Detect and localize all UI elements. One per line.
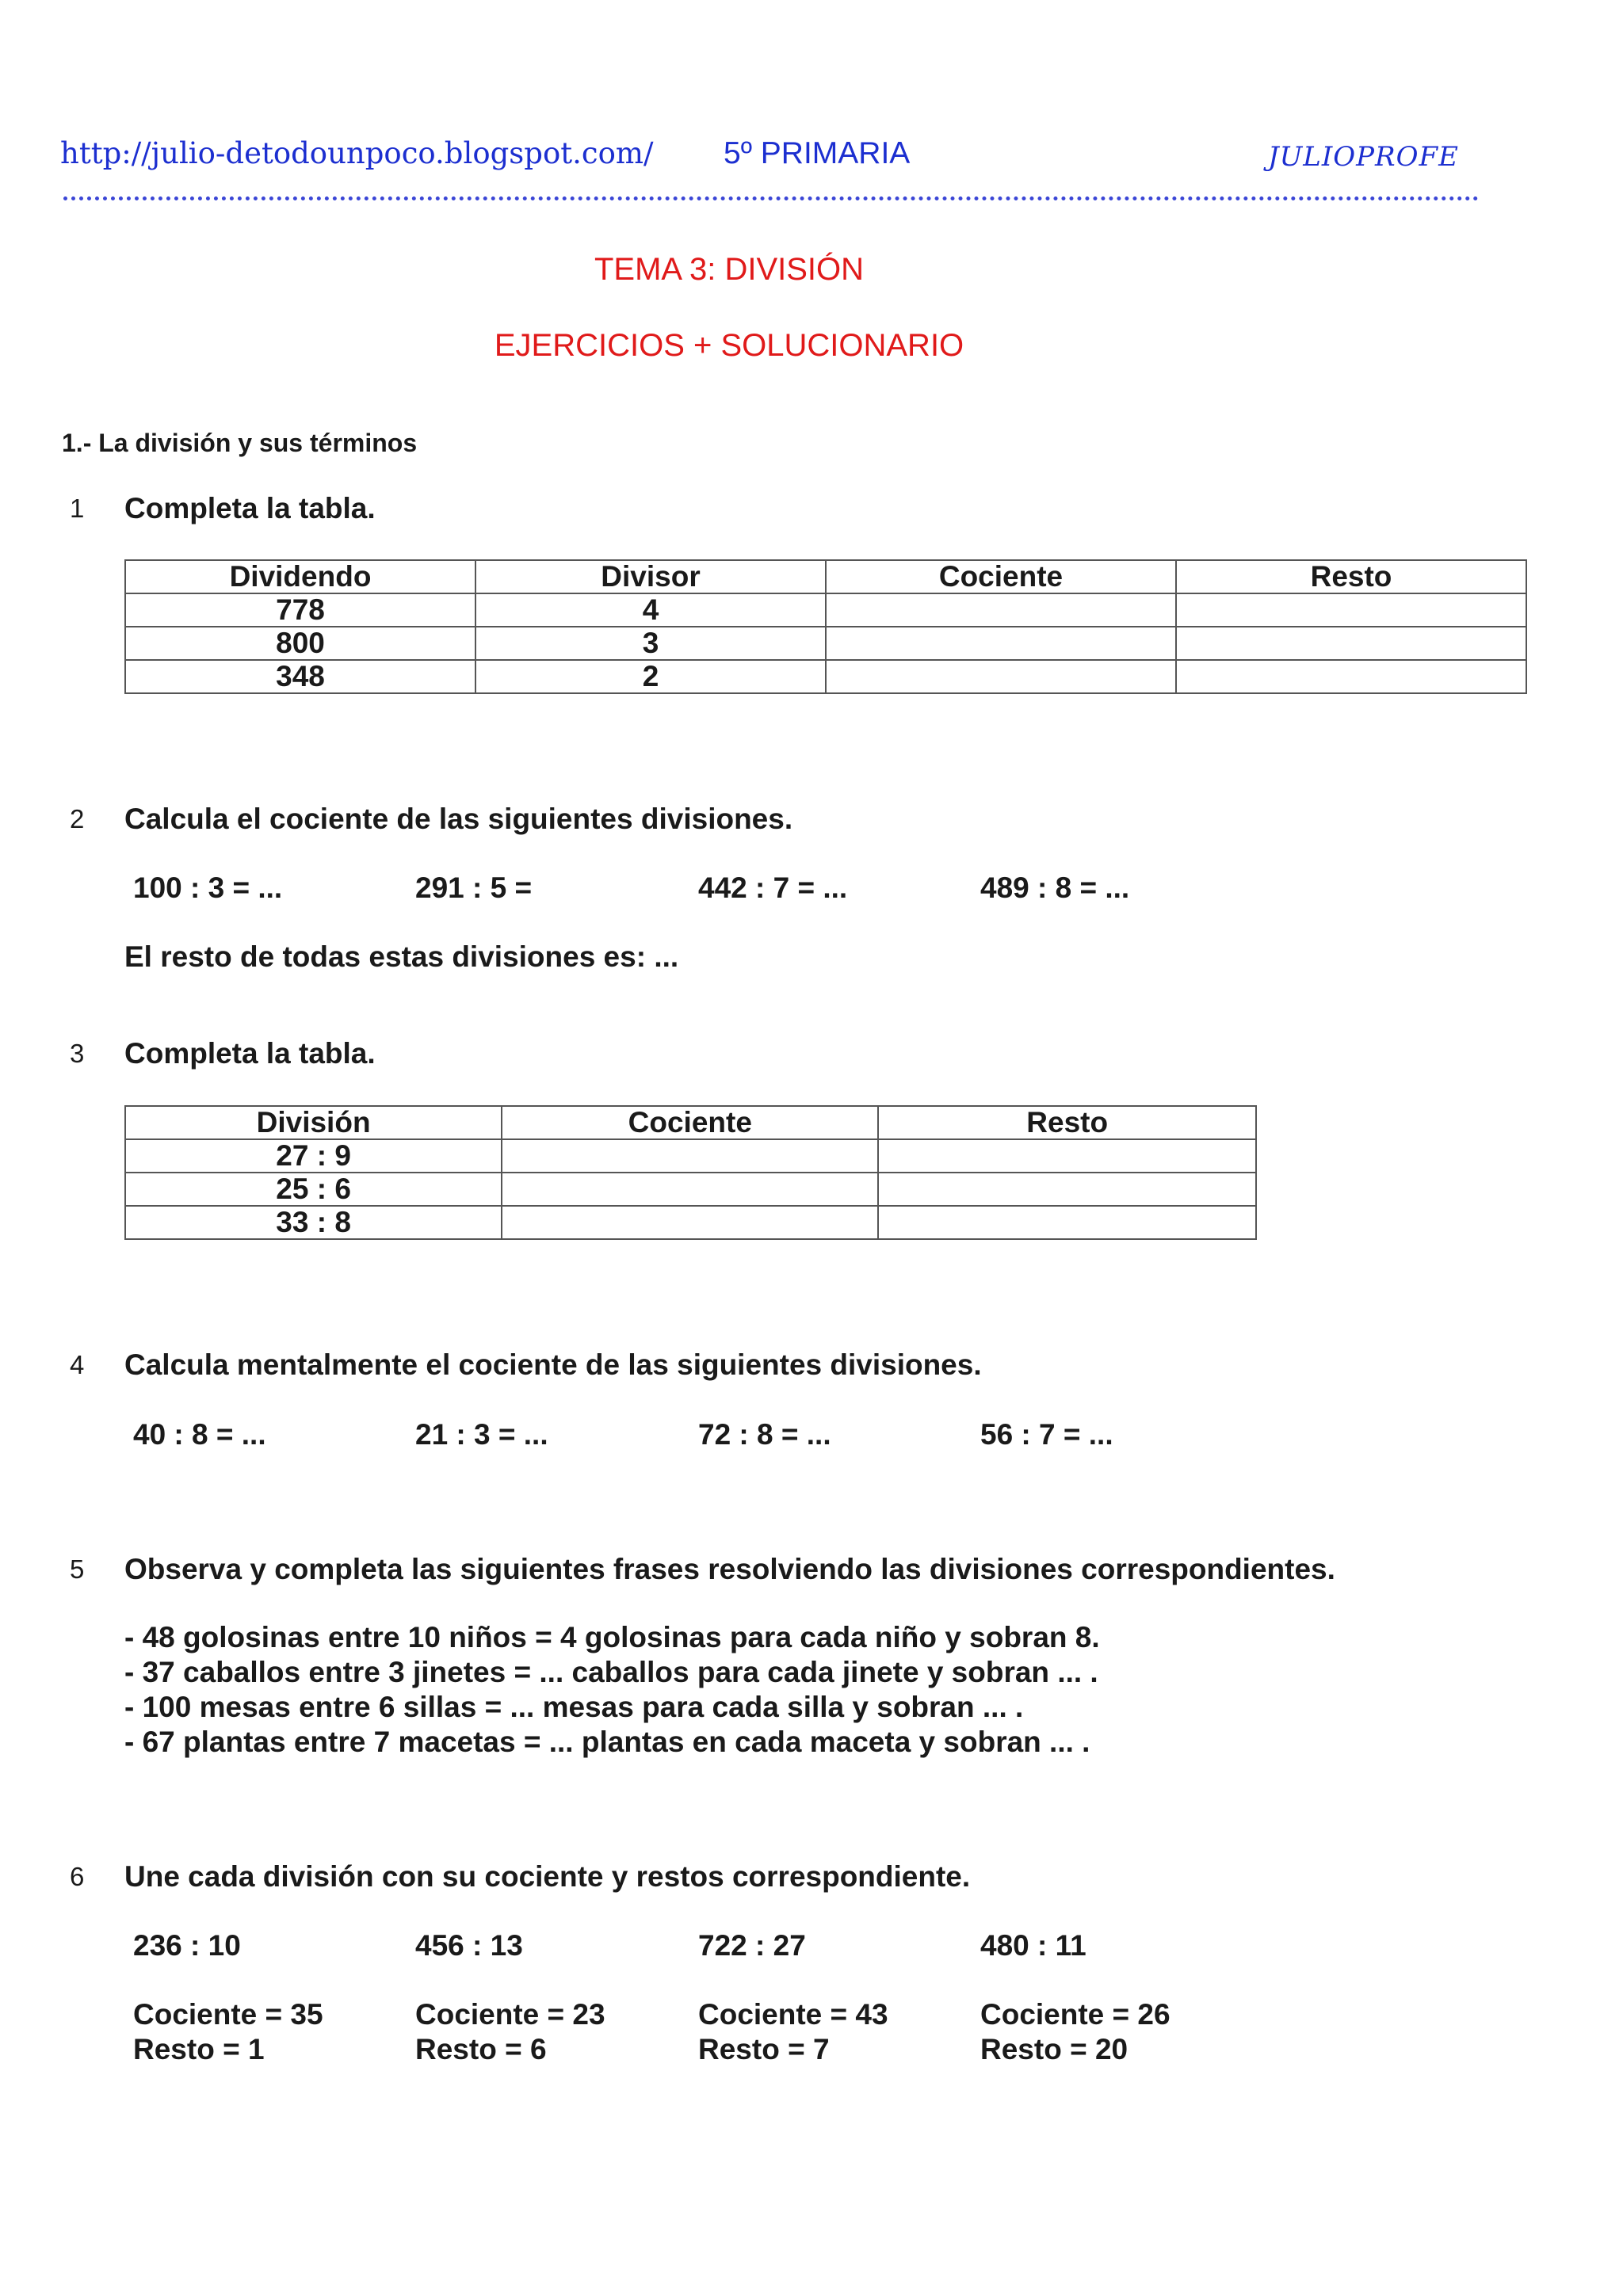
- answer-cell[interactable]: [826, 660, 1176, 693]
- column-header: División: [125, 1106, 502, 1139]
- remainder-option: Resto = 7: [698, 2033, 830, 2065]
- table-cell: 25 : 6: [125, 1173, 502, 1206]
- answer-cell[interactable]: [502, 1206, 878, 1239]
- table-row: [125, 1139, 1256, 1173]
- sentence-line: - 67 plantas entre 7 macetas = ... plantas en cada maceta y sobran ... .: [124, 1726, 1090, 1758]
- answer-cell[interactable]: [826, 627, 1176, 660]
- division-terms-table: [124, 559, 1527, 694]
- table-header-row: [125, 1106, 1256, 1139]
- table-cell: 3: [475, 627, 826, 660]
- table-cell: 2: [475, 660, 826, 693]
- sentence-line: - 37 caballos entre 3 jinetes = ... caballos para cada jinete y sobran ... .: [124, 1656, 1098, 1688]
- exercise-number: 4: [70, 1350, 85, 1379]
- answer-cell[interactable]: [502, 1173, 878, 1206]
- division-item: 442 : 7 = ...: [698, 871, 848, 904]
- column-header: Dividendo: [125, 560, 475, 593]
- exercise-number: 6: [70, 1862, 85, 1891]
- column-header: Divisor: [475, 560, 826, 593]
- table-cell: 33 : 8: [125, 1206, 502, 1239]
- quotient-option: Cociente = 26: [980, 1998, 1170, 2031]
- table-cell: 27 : 9: [125, 1139, 502, 1173]
- exercise-instruction: Calcula el cociente de las siguientes divisiones.: [124, 803, 793, 835]
- division-item: 236 : 10: [133, 1929, 241, 1962]
- answer-cell[interactable]: [878, 1173, 1256, 1206]
- table-row: [125, 1206, 1256, 1239]
- division-item: 56 : 7 = ...: [980, 1418, 1113, 1451]
- table-cell: 348: [125, 660, 475, 693]
- exercise-instruction: Calcula mentalmente el cociente de las siguientes divisiones.: [124, 1348, 982, 1381]
- answer-cell[interactable]: [878, 1206, 1256, 1239]
- table-row: [125, 627, 1526, 660]
- table-header-row: [125, 560, 1526, 593]
- division-item: 480 : 11: [980, 1929, 1086, 1962]
- table-row: [125, 593, 1526, 627]
- exercise-number: 1: [70, 494, 85, 523]
- division-item: 456 : 13: [415, 1929, 523, 1962]
- division-item: 21 : 3 = ...: [415, 1418, 548, 1451]
- exercise-number: 3: [70, 1039, 85, 1068]
- answer-cell[interactable]: [1176, 660, 1526, 693]
- grade-label: 5º PRIMARIA: [724, 136, 911, 170]
- blog-url-link[interactable]: http://julio-detodounpoco.blogspot.com/: [60, 136, 654, 170]
- remainder-note: El resto de todas estas divisiones es: ...: [124, 940, 679, 973]
- column-header: Cociente: [826, 560, 1176, 593]
- answer-cell[interactable]: [502, 1139, 878, 1173]
- quotient-option: Cociente = 35: [133, 1998, 323, 2031]
- column-header: Resto: [878, 1106, 1256, 1139]
- sentence-line: - 100 mesas entre 6 sillas = ... mesas para cada silla y sobran ... .: [124, 1691, 1024, 1723]
- table-row: [125, 660, 1526, 693]
- page-title: TEMA 3: DIVISIÓN: [594, 252, 865, 287]
- answer-cell[interactable]: [1176, 627, 1526, 660]
- quotient-option: Cociente = 23: [415, 1998, 605, 2031]
- division-item: 291 : 5 =: [415, 871, 533, 904]
- answer-cell[interactable]: [826, 593, 1176, 627]
- exercise-number: 5: [70, 1554, 85, 1584]
- table-cell: 778: [125, 593, 475, 627]
- column-header: Cociente: [502, 1106, 878, 1139]
- answer-cell[interactable]: [878, 1139, 1256, 1173]
- answer-cell[interactable]: [1176, 593, 1526, 627]
- table-row: [125, 1173, 1256, 1206]
- remainder-option: Resto = 1: [133, 2033, 265, 2065]
- column-header: Resto: [1176, 560, 1526, 593]
- exercise-instruction: Une cada división con su cociente y restos correspondiente.: [124, 1860, 971, 1893]
- sentence-line: - 48 golosinas entre 10 niños = 4 golosinas para cada niño y sobran 8.: [124, 1621, 1100, 1653]
- table-cell: 4: [475, 593, 826, 627]
- remainder-option: Resto = 20: [980, 2033, 1128, 2065]
- page-subtitle: EJERCICIOS + SOLUCIONARIO: [494, 328, 964, 363]
- table-cell: 800: [125, 627, 475, 660]
- section-heading: 1.- La división y sus términos: [62, 429, 418, 457]
- author-label: JULIOPROFE: [1268, 141, 1459, 173]
- header-divider: [63, 196, 1479, 200]
- exercise-instruction: Completa la tabla.: [124, 492, 376, 524]
- exercise-instruction: Completa la tabla.: [124, 1037, 376, 1070]
- division-item: 489 : 8 = ...: [980, 871, 1130, 904]
- division-item: 40 : 8 = ...: [133, 1418, 266, 1451]
- division-item: 722 : 27: [698, 1929, 806, 1962]
- division-item: 72 : 8 = ...: [698, 1418, 831, 1451]
- division-results-table: [124, 1105, 1257, 1240]
- remainder-option: Resto = 6: [415, 2033, 547, 2065]
- quotient-option: Cociente = 43: [698, 1998, 888, 2031]
- division-item: 100 : 3 = ...: [133, 871, 283, 904]
- exercise-number: 2: [70, 804, 85, 833]
- exercise-instruction: Observa y completa las siguientes frases resolviendo las divisiones correspondientes.: [124, 1553, 1335, 1585]
